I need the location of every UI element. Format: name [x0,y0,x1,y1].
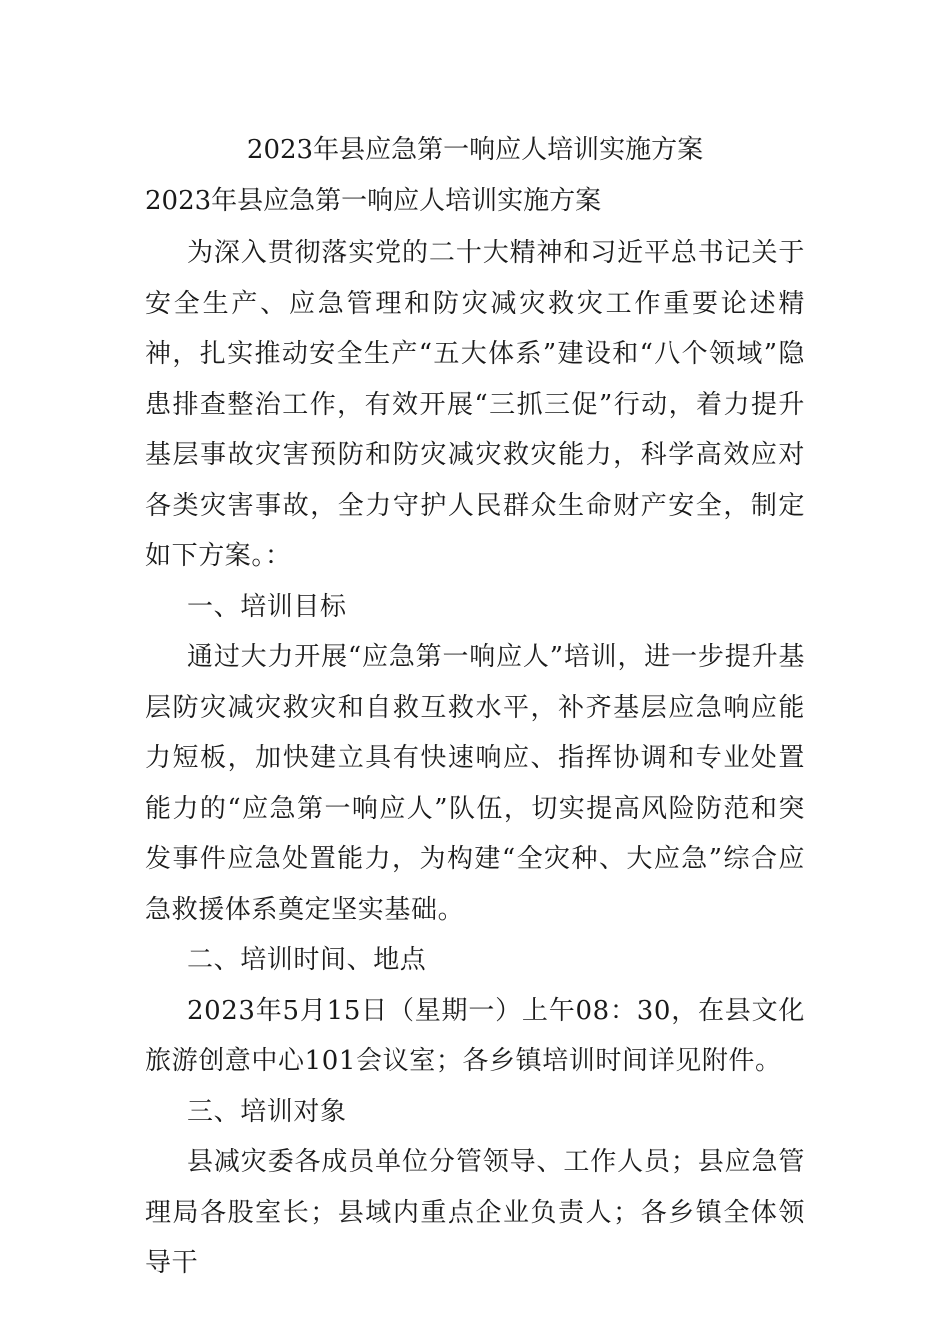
intro-paragraph: 为深入贯彻落实党的二十大精神和习近平总书记关于安全生产、应急管理和防灾减灾救灾工作重要论述精神，扎实推动安全生产“五大体系”建设和“八个领域”隐患排查整治工作，有效开展“三抓三促”行动，着力提升基层事故灾害预防和防灾减灾救灾能力，科学高效应对各类灾害事故，全力守护人民群众生命财产安全，制定如下方案。： [145,238,805,571]
document-body [145,228,805,1289]
section-heading-time-place: 二、培训时间、地点 [187,945,427,975]
document-subtitle: 2023年县应急第一响应人培训实施方案 [145,186,602,216]
section-heading-goals: 一、培训目标 [187,591,347,622]
section-heading-participants: 三、培训对象 [187,1096,347,1127]
participants-paragraph: 县减灾委各成员单位分管领导、工作人员；县应急管理局各股室长；县域内重点企业负责人；各乡镇全体领导干 [145,1147,805,1278]
time-place-paragraph: 2023年5月15日（星期一）上午08：30，在县文化旅游创意中心101会议室；各乡镇培训时间详见附件。 [145,995,805,1076]
document-title: 2023年县应急第一响应人培训实施方案 [246,135,704,165]
goals-paragraph: 通过大力开展“应急第一响应人”培训，进一步提升基层防灾减灾救灾和自救互救水平，补齐基层应急响应能力短板，加快建立具有快速响应、指挥协调和专业处置能力的“应急第一响应人”队伍，切实提高风险防范和突发事件应急处置能力，为构建“全灾种、大应急”综合应急救援体系奠定坚实基础。 [145,642,805,925]
